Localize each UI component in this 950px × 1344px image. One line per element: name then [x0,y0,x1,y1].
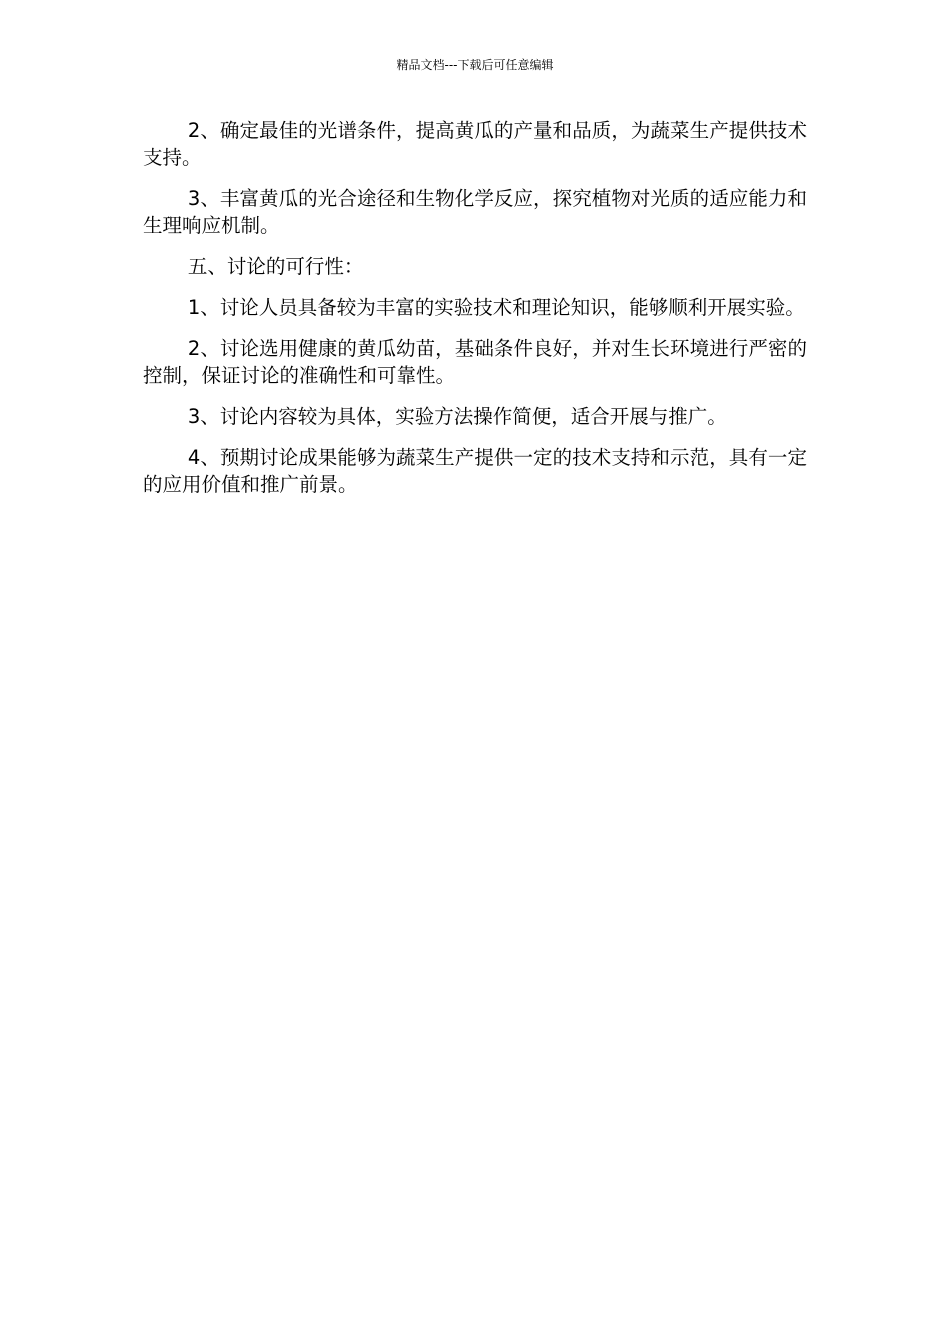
section-heading-feasibility: 五、讨论的可行性： [187,255,364,278]
paragraph-goal-3: 3、丰富黄瓜的光合途径和生物化学反应，探究植物对光质的适应能力和生理响应机制。 [143,187,807,237]
paragraph-feasibility-1: 1、讨论人员具备较为丰富的实验技术和理论知识，能够顺利开展实验。 [187,296,805,319]
page-header: 精品文档---下载后可任意编辑 [396,58,554,72]
paragraph-goal-2: 2、确定最佳的光谱条件，提高黄瓜的产量和品质，为蔬菜生产提供技术支持。 [143,119,807,169]
document-body [143,117,807,512]
paragraph-feasibility-4: 4、预期讨论成果能够为蔬菜生产提供一定的技术支持和示范，具有一定的应用价值和推广前景。 [143,446,807,496]
paragraph-feasibility-2: 2、讨论选用健康的黄瓜幼苗，基础条件良好，并对生长环境进行严密的控制，保证讨论的准确性和可靠性。 [143,337,807,387]
paragraph-feasibility-3: 3、讨论内容较为具体，实验方法操作简便，适合开展与推广。 [187,405,727,428]
